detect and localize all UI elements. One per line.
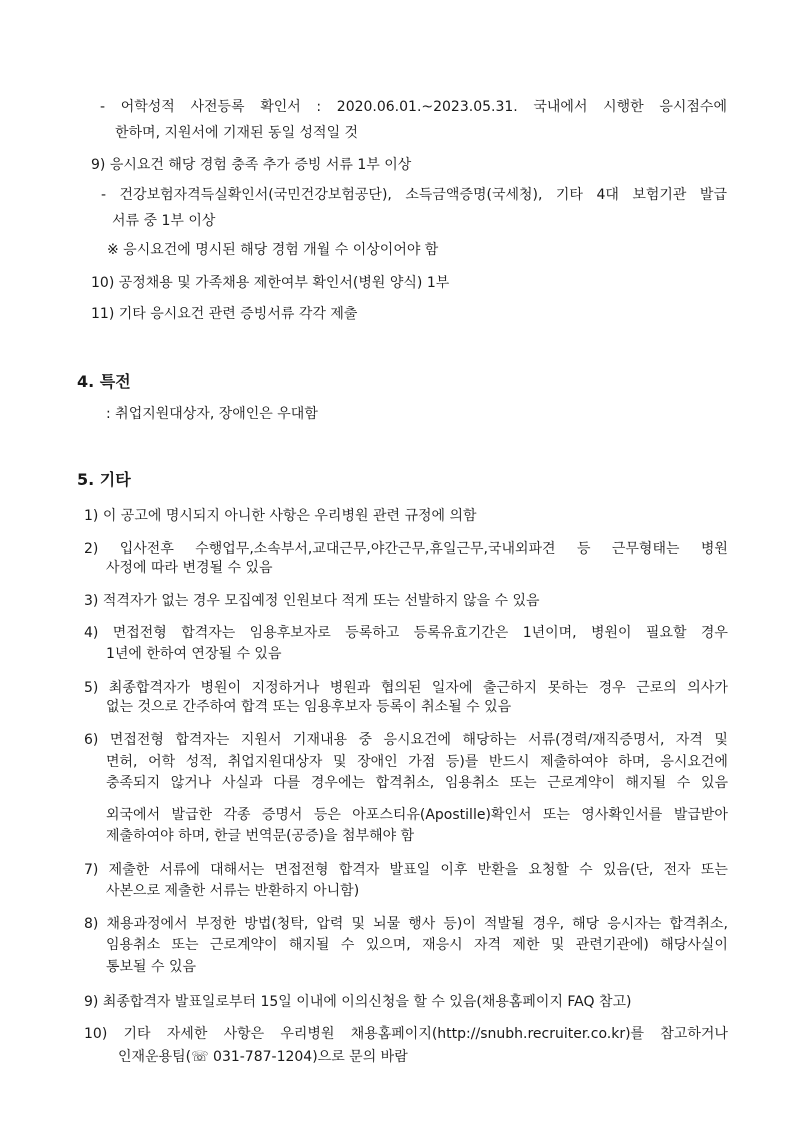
- section-4-body: : 취업지원대상자, 장애인은 우대함: [106, 406, 318, 422]
- section-5-item-6-line-3: 충족되지 않거나 사실과 다를 경우에는 합격취소, 임용취소 또는 근로계약이 해지될 수 있음: [106, 775, 728, 791]
- section-5-item-2-line-2: 사정에 따라 변경될 수 있음: [106, 560, 273, 576]
- item-9-subline-2: 서류 중 1부 이상: [112, 213, 216, 229]
- section-5-item-1: 1) 이 공고에 명시되지 아니한 사항은 우리병원 관련 규정에 의함: [84, 508, 477, 524]
- item-9-experience-proof: 9) 응시요건 해당 경험 충족 추가 증빙 서류 1부 이상: [91, 157, 412, 173]
- language-score-line-2: 한하며, 지원서에 기재된 동일 성적일 것: [115, 125, 359, 141]
- section-5-item-4-line-1: 4) 면접전형 합격자는 임용후보자로 등록하고 등록유효기간은 1년이며, 병원이 필요할 경우: [84, 625, 728, 641]
- section-5-item-6-line-5: 제출하여야 하며, 한글 번역문(공증)을 첨부해야 함: [106, 828, 415, 844]
- item-9-subline-1: - 건강보험자격득실확인서(국민건강보험공단), 소득금액증명(국세청), 기타 4대 보험기관 발급: [101, 187, 727, 203]
- section-5-item-2-line-1: 2) 입사전후 수행업무,소속부서,교대근무,야간근무,휴일근무,국내외파견 등 근무형태는 병원: [84, 541, 728, 557]
- section-5-item-8-line-1: 8) 채용과정에서 부정한 방법(청탁, 압력 및 뇌물 행사 등)이 적발될 경우, 해당 응시자는 합격취소,: [84, 916, 728, 932]
- section-5-item-6-line-2: 면허, 어학 성적, 취업지원대상자 및 장애인 가점 등)를 반드시 제출하여야 하며, 응시요건에: [106, 754, 728, 770]
- section-5-item-8-line-2: 임용취소 또는 근로계약이 해지될 수 있으며, 재응시 자격 제한 및 관련기관에) 해당사실이: [106, 937, 728, 953]
- section-5-item-7-line-1: 7) 제출한 서류에 대해서는 면접전형 합격자 발표일 이후 반환을 요청할 수 있음(단, 전자 또는: [84, 862, 728, 878]
- section-4-heading: 4. 특전: [77, 372, 131, 391]
- section-5-item-5-line-1: 5) 최종합격자가 병원이 지정하거나 병원과 협의된 일자에 출근하지 못하는 경우 근로의 의사가: [84, 680, 728, 696]
- section-5-item-6-line-4: 외국에서 발급한 각종 증명서 등은 아포스티유(Apostille)확인서 또는 영사확인서를 발급받아: [106, 807, 728, 823]
- section-5-item-10-line-2: 인재운용팀(☏ 031-787-1204)으로 문의 바람: [118, 1049, 408, 1065]
- section-5-item-4-line-2: 1년에 한하여 연장될 수 있음: [106, 646, 282, 662]
- section-5-item-7-line-2: 사본으로 제출한 서류는 반환하지 아니함): [106, 883, 360, 899]
- item-9-note: ※ 응시요건에 명시된 해당 경험 개월 수 이상이어야 함: [107, 242, 439, 258]
- item-10-fair-hiring-form: 10) 공정채용 및 가족채용 제한여부 확인서(병원 양식) 1부: [91, 275, 450, 291]
- section-5-heading: 5. 기타: [77, 470, 131, 489]
- item-11-other-documents: 11) 기타 응시요건 관련 증빙서류 각각 제출: [91, 306, 358, 322]
- language-score-line-1: - 어학성적 사전등록 확인서 : 2020.06.01.~2023.05.31. 국내에서 시행한 응시점수에: [100, 99, 727, 115]
- section-5-item-8-line-3: 통보될 수 있음: [106, 959, 197, 975]
- section-5-item-5-line-2: 없는 것으로 간주하여 합격 또는 임용후보자 등록이 취소될 수 있음: [106, 699, 512, 715]
- section-5-item-3: 3) 적격자가 없는 경우 모집예정 인원보다 적게 또는 선발하지 않을 수 있음: [84, 593, 540, 609]
- section-5-item-9: 9) 최종합격자 발표일로부터 15일 이내에 이의신청을 할 수 있음(채용홈페이지 FAQ 참고): [84, 994, 632, 1010]
- section-5-item-10-line-1: 10) 기타 자세한 사항은 우리병원 채용홈페이지(http://snubh.recruiter.co.kr)를 참고하거나: [84, 1026, 728, 1042]
- section-5-item-6-line-1: 6) 면접전형 합격자는 지원서 기재내용 중 응시요건에 해당하는 서류(경력/재직증명서, 자격 및: [84, 732, 728, 748]
